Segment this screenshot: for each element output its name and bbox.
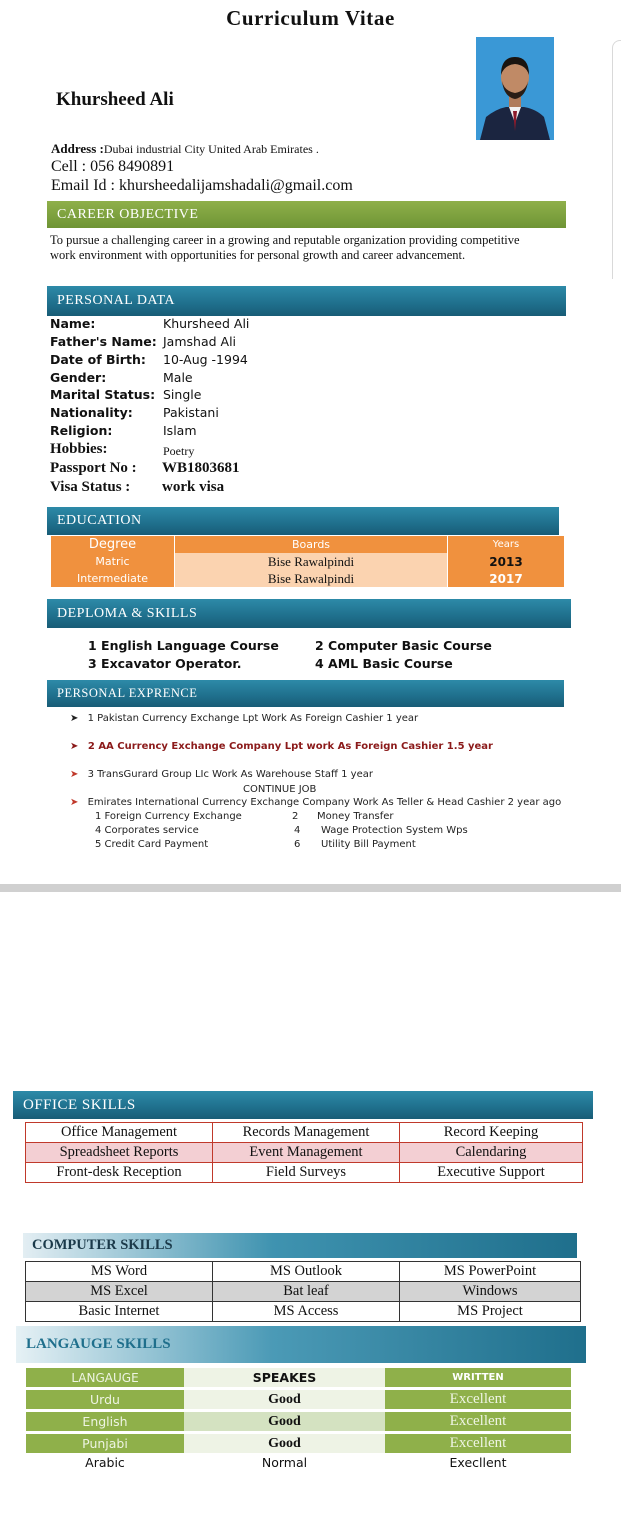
experience-text: 1 Pakistan Currency Exchange Lpt Work As Foreign Cashier 1 year xyxy=(87,713,419,724)
pd-value-religion: Islam xyxy=(163,423,197,438)
bullet-arrow-icon: ➤ xyxy=(70,797,79,808)
office-skills-heading: OFFICE SKILLS xyxy=(13,1091,593,1119)
education-row xyxy=(51,553,564,570)
page-separator xyxy=(0,884,621,892)
pd-value-nationality: Pakistani xyxy=(163,405,219,420)
page-title: Curriculum Vitae xyxy=(226,6,395,30)
language-row xyxy=(26,1389,571,1411)
email-line: Email Id : khursheedalijamshadali@gmail.com xyxy=(51,177,353,194)
office-skills-table xyxy=(25,1122,583,1183)
pd-label-religion: Religion: xyxy=(50,423,113,438)
skill-cell: MS Outlook xyxy=(213,1262,400,1282)
computer-skills-heading xyxy=(23,1233,577,1258)
edu-degree: Matric xyxy=(51,553,175,570)
edu-board: Bise Rawalpindi xyxy=(175,553,448,570)
pd-value-gender: Male xyxy=(163,370,193,385)
diploma-heading: DEPLOMA & SKILLS xyxy=(47,599,571,628)
duty-item: Money Transfer xyxy=(317,811,394,822)
duty-item: Wage Protection System Wps xyxy=(321,825,468,836)
lang-written: Execllent xyxy=(449,1455,507,1470)
skill-cell: Records Management xyxy=(213,1123,400,1143)
career-objective-text: To pursue a challenging career in a growing and reputable organization providing competitive work environment with opportunities for personal growth and career advancement. xyxy=(50,233,520,262)
address-label: Address : xyxy=(51,141,104,156)
pd-value-dob: 10-Aug -1994 xyxy=(163,352,248,367)
bullet-arrow-icon: ➤ xyxy=(70,741,79,752)
lang-speak: Normal xyxy=(261,1455,308,1470)
experience-text: 3 TransGurard Group LIc Work As Warehouse Staff 1 year xyxy=(87,769,373,780)
pd-label-visa: Visa Status : xyxy=(50,479,131,495)
lang-name: English xyxy=(26,1411,184,1433)
diploma-item: 4 AML Basic Course xyxy=(315,656,453,671)
edu-year: 2013 xyxy=(448,553,565,570)
skill-cell: Office Management xyxy=(26,1123,213,1143)
language-skills-table xyxy=(26,1368,571,1472)
personal-data-heading: PERSONAL DATA xyxy=(47,286,566,316)
diploma-item: 2 Computer Basic Course xyxy=(315,638,492,653)
pd-value-father: Jamshad Ali xyxy=(163,334,237,349)
experience-text: Emirates International Currency Exchange Company Work As Teller & Head Cashier 2 year ago xyxy=(87,797,562,808)
skill-cell: Bat leaf xyxy=(213,1282,400,1302)
skill-cell: Field Surveys xyxy=(213,1163,400,1183)
lang-speak: Good xyxy=(184,1433,385,1454)
candidate-name: Khursheed Ali xyxy=(56,89,174,110)
pd-value-passport: WB1803681 xyxy=(162,460,240,476)
duty-number: 2 xyxy=(292,811,299,822)
skills-row xyxy=(26,1123,583,1143)
address-line xyxy=(51,141,319,157)
pd-label-nationality: Nationality: xyxy=(50,405,133,420)
skill-cell: Calendaring xyxy=(400,1143,583,1163)
experience-item xyxy=(70,713,418,724)
education-table xyxy=(51,536,564,587)
edu-header-years: Years xyxy=(492,539,520,550)
duty-item: 4 Corporates service xyxy=(95,825,199,836)
lang-header: WRITTEN xyxy=(385,1368,571,1389)
bullet-arrow-icon: ➤ xyxy=(70,713,79,724)
skills-row xyxy=(26,1282,581,1302)
address-value: Dubai industrial City United Arab Emirates . xyxy=(103,142,319,156)
language-row xyxy=(26,1453,571,1472)
lang-header: SPEAKES xyxy=(184,1368,385,1389)
pd-value-name: Khursheed Ali xyxy=(163,316,250,331)
profile-photo xyxy=(476,37,554,140)
computer-skills-title: COMPUTER SKILLS xyxy=(32,1237,173,1253)
edu-board: Bise Rawalpindi xyxy=(175,570,448,587)
experience-item xyxy=(70,797,561,808)
pd-value-hobbies: Poetry xyxy=(163,444,195,458)
skill-cell: Event Management xyxy=(213,1143,400,1163)
lang-name: Arabic xyxy=(85,1455,125,1470)
skills-row xyxy=(26,1163,583,1183)
cell-line: Cell : 056 8490891 xyxy=(51,158,175,175)
page-edge xyxy=(612,40,621,279)
skill-cell: Executive Support xyxy=(400,1163,583,1183)
lang-name: Punjabi xyxy=(26,1433,184,1454)
lang-written: Excellent xyxy=(385,1411,571,1433)
language-row xyxy=(26,1411,571,1433)
edu-degree: Intermediate xyxy=(51,570,175,587)
experience-heading: PERSONAL EXPRENCE xyxy=(47,680,564,707)
edu-header-degree: Degree xyxy=(51,536,175,553)
skill-cell: MS PowerPoint xyxy=(400,1262,581,1282)
skills-row xyxy=(26,1302,581,1322)
pd-label-gender: Gender: xyxy=(50,370,107,385)
experience-item xyxy=(70,741,493,752)
skill-cell: Basic Internet xyxy=(26,1302,213,1322)
edu-header-boards: Boards xyxy=(175,536,448,553)
education-header-row xyxy=(51,536,564,553)
language-skills-heading xyxy=(16,1326,586,1363)
pd-label-father: Father's Name: xyxy=(50,334,157,349)
language-skills-title: LANGAUGE SKILLS xyxy=(26,1336,171,1352)
language-header-row xyxy=(26,1368,571,1389)
pd-label-hobbies: Hobbies: xyxy=(50,441,108,457)
skill-cell: Spreadsheet Reports xyxy=(26,1143,213,1163)
skill-cell: MS Word xyxy=(26,1262,213,1282)
edu-year: 2017 xyxy=(448,570,565,587)
pd-label-passport: Passport No : xyxy=(50,460,137,476)
lang-speak: Good xyxy=(184,1411,385,1433)
bullet-arrow-icon: ➤ xyxy=(70,769,79,780)
duty-item: 1 Foreign Currency Exchange xyxy=(95,811,242,822)
lang-written: Excellent xyxy=(385,1433,571,1454)
lang-header: LANGAUGE xyxy=(26,1368,184,1389)
skill-cell: Windows xyxy=(400,1282,581,1302)
skills-row xyxy=(26,1262,581,1282)
pd-label-dob: Date of Birth: xyxy=(50,352,146,367)
skill-cell: MS Excel xyxy=(26,1282,213,1302)
experience-text: 2 AA Currency Exchange Company Lpt work As Foreign Cashier 1.5 year xyxy=(87,741,493,752)
education-row xyxy=(51,570,564,587)
career-objective-heading: CAREER OBJECTIVE xyxy=(47,201,566,228)
skills-row xyxy=(26,1143,583,1163)
duty-number: 4 xyxy=(294,825,301,836)
education-heading: EDUCATION xyxy=(47,507,559,535)
pd-value-visa: work visa xyxy=(162,479,225,495)
skill-cell: MS Access xyxy=(213,1302,400,1322)
experience-item xyxy=(70,769,373,780)
pd-label-name: Name: xyxy=(50,316,96,331)
skill-cell: MS Project xyxy=(400,1302,581,1322)
pd-value-marital: Single xyxy=(163,387,202,402)
pd-label-marital: Marital Status: xyxy=(50,387,156,402)
diploma-item: 3 Excavator Operator. xyxy=(88,656,242,671)
skill-cell: Record Keeping xyxy=(400,1123,583,1143)
lang-name: Urdu xyxy=(26,1389,184,1411)
duty-number: 6 xyxy=(294,839,301,850)
skill-cell: Front-desk Reception xyxy=(26,1163,213,1183)
diploma-item: 1 English Language Course xyxy=(88,638,279,653)
duty-item: 5 Credit Card Payment xyxy=(95,839,209,850)
computer-skills-table xyxy=(25,1261,581,1322)
language-row xyxy=(26,1433,571,1454)
continue-job: CONTINUE JOB xyxy=(243,784,317,795)
lang-written: Excellent xyxy=(385,1389,571,1411)
duty-item: Utility Bill Payment xyxy=(321,839,416,850)
lang-speak: Good xyxy=(184,1389,385,1411)
